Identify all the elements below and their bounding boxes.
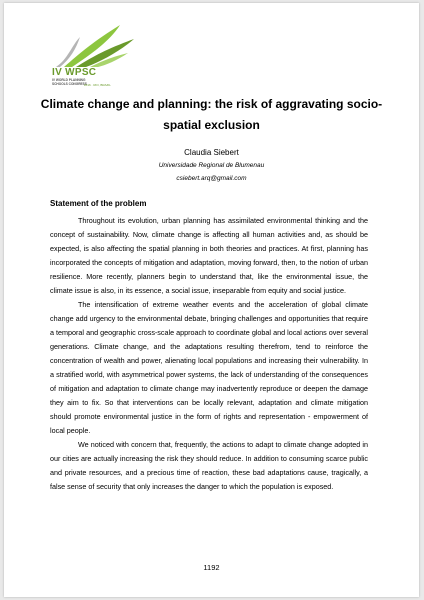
paragraph: Throughout its evolution, urban planning has assimilated environmental thinking and the concept of sustainability. Now, climate change is affecting all human activities and, as should be expected, is also affecting the spatial planning in both theories and practices. At first, planning has incorporated the concepts of mitigation and adaptation, moving forward, then, to the notion of urban resilience. More recently, planners begin to understand that, like the environmental issue, the climate issue is also, in its essence, a social issue, inseparable from equity and social justice. bbox=[50, 216, 368, 295]
page-number: 1192 bbox=[203, 563, 220, 572]
logo-leaf-icon bbox=[50, 19, 140, 69]
logo-location: 2016 · RIO, BRAZIL bbox=[84, 83, 111, 87]
author-affiliation: Universidade Regional de Blumenau bbox=[158, 162, 265, 169]
section-heading: Statement of the problem bbox=[50, 199, 147, 208]
document-page bbox=[4, 3, 419, 597]
conference-logo bbox=[50, 19, 140, 89]
logo-title: IV WPSC bbox=[52, 67, 97, 78]
body-text bbox=[50, 214, 368, 494]
paragraph: The intensification of extreme weather events and the acceleration of global climate change add urgency to the environmental debate, bringing challenges and opportunities that require a temporal and geographic cross-scale approach to coordinate global and local actions over several generations. Climate change, and the adaptations resulting therefrom, tend to reinforce the concentration of wealth and power, alienating local populations and increasing their vulnerability. In a stratified world, with asymmetrical power systems, the lack of understanding of the consequences of mitigation and adaptation to climate change may inadvertently reproduce or deepen the damage they aim to fix. So that interventions can be locally relevant, adaptation and climate mitigation should promote environmental justice in the form of rights and representation - empowerment of local people. bbox=[50, 300, 368, 435]
logo-subtitle: IV WORLD PLANNING SCHOOLS CONGRESS bbox=[52, 78, 87, 86]
paper-title: Climate change and planning: the risk of aggravating socio-spatial exclusion bbox=[40, 97, 383, 132]
author-name: Claudia Siebert bbox=[184, 148, 239, 157]
paragraph: We noticed with concern that, frequently, the actions to adapt to climate change adopted in our cities are actually increasing the risk they should reduce. In addition to consuming scarce public and private resources, and a precious time of reaction, these bad adaptations cause, tragically, a false sense of security that only increases the danger to which the population is exposed. bbox=[50, 440, 368, 491]
author-email: csiebert.arq@gmail.com bbox=[176, 175, 247, 182]
